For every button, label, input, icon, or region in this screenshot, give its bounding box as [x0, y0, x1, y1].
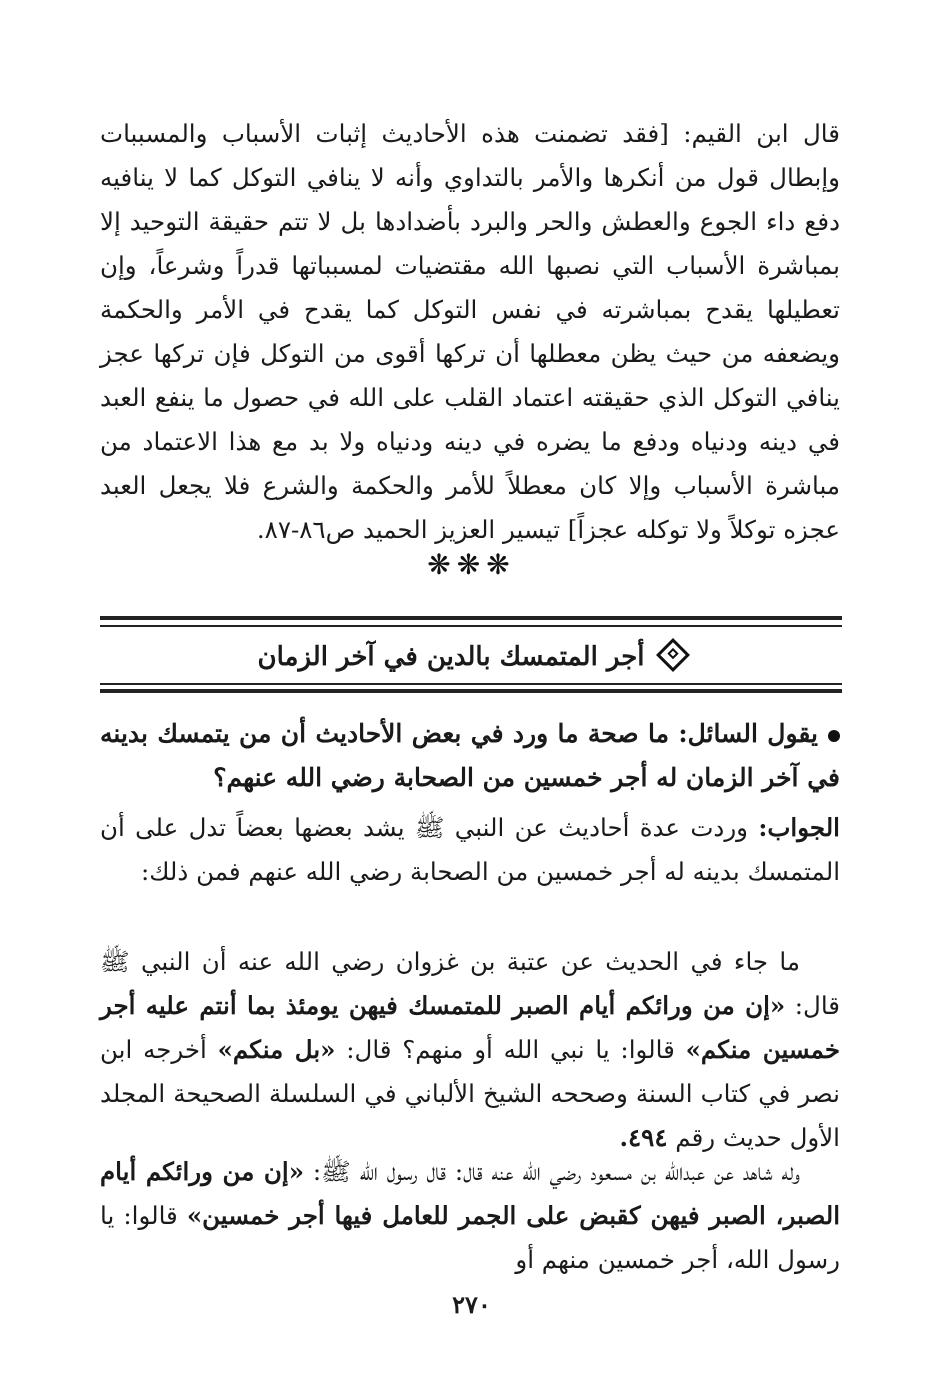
answer-text: وردت عدة أحاديث عن النبي ﷺ يشد بعضها بعضاً تدل على أن المتمسك بدينه له أجر خمسين من الصحابة رضي الله عنهم فمن ذلك:: [100, 813, 840, 886]
hadith-ibn-masud-tail: قالوا: يا رسول الله، أجر خمسين منهم أو: [100, 1201, 840, 1274]
hadith-ibn-masud-quote: «إن من ورائكم أيام الصبر، الصبر فيهن كقبض على الجمر للعامل فيها أجر خمسين»: [100, 1157, 840, 1230]
hadith-utbah-reply: «بل منكم»: [217, 1035, 336, 1064]
section-heading-text: أجر المتمسك بالدين في آخر الزمان: [257, 642, 645, 672]
hadith-utbah-number: ٤٩٤.: [619, 1123, 668, 1152]
bullet-icon: [828, 730, 840, 742]
question-paragraph: [100, 712, 840, 800]
bottom-rule-thick: [100, 689, 842, 693]
diamond-ornament-icon: [656, 638, 690, 672]
top-rule-thin: [100, 625, 842, 627]
section-heading: [100, 632, 842, 682]
bottom-rule-thin: [100, 683, 842, 685]
answer-paragraph: [100, 806, 840, 894]
top-rule-thick: [100, 616, 842, 620]
ibn-qayyim-quote: قال ابن القيم: [فقد تضمنت هذه الأحاديث إثبات الأسباب والمسببات وإبطال قول من أنكرها والأمر بالتداوي وأنه لا ينافي التوكل كما لا ينافيه دفع داء الجوع والعطش والحر والبرد بأضدادها بل لا تتم حقيقة التوحيد إلا بمباشرة الأسباب التي نصبها الله مقتضيات لمسبباتها قدراً وشرعاً، وإن تعطيلها يقدح بمباشرته في نفس التوكل كما يقدح في الأمر والحكمة ويضعفه من حيث يظن معطلها أن تركها أقوى من التوكل فإن تركها عجز ينافي التوكل الذي حقيقته اعتماد القلب على الله في حصول ما ينفع العبد في دينه ودنياه ودفع ما يضره في دينه ودنياه ولا بد مع هذا الاعتماد من مباشرة الأسباب وإلا كان معطلاً للأمر والحكمة والشرع فلا يجعل العبد عجزه توكلاً ولا توكله عجزاً] تيسير العزيز الحميد ص٨٦-٨٧.: [100, 119, 840, 544]
section-separator: ❋❋❋: [427, 548, 516, 581]
hadith-ibn-masud-intro: وله شاهد عن عبدالله بن مسعود رضي الله عنه قال: قال رسول الله ﷺ:: [304, 1157, 801, 1186]
page-number: ٢٧٠: [452, 1290, 491, 1319]
hadith-ibn-masud-paragraph: [100, 1150, 840, 1282]
hadith-utbah-paragraph: [100, 940, 840, 1160]
hadith-utbah-quote: «إن من ورائكم أيام الصبر للمتمسك فيهن يومئذ بما أنتم عليه أجر خمسين منكم»: [100, 991, 840, 1064]
answer-label: الجواب:: [758, 813, 840, 842]
hadith-utbah-intro: ما جاء في الحديث عن عتبة بن غزوان رضي الله عنه أن النبي ﷺ قال:: [100, 947, 840, 1020]
question-text: يقول السائل: ما صحة ما ورد في بعض الأحاديث أن من يتمسك بدينه في آخر الزمان له أجر خمسين من الصحابة رضي الله عنهم؟: [100, 719, 840, 792]
hadith-utbah-source: أخرجه ابن نصر في كتاب السنة وصححه الشيخ الألباني في السلسلة الصحيحة المجلد الأول حديث رقم: [100, 1035, 840, 1152]
hadith-utbah-mid: قالوا: يا نبي الله أو منهم؟ قال:: [335, 1035, 686, 1064]
